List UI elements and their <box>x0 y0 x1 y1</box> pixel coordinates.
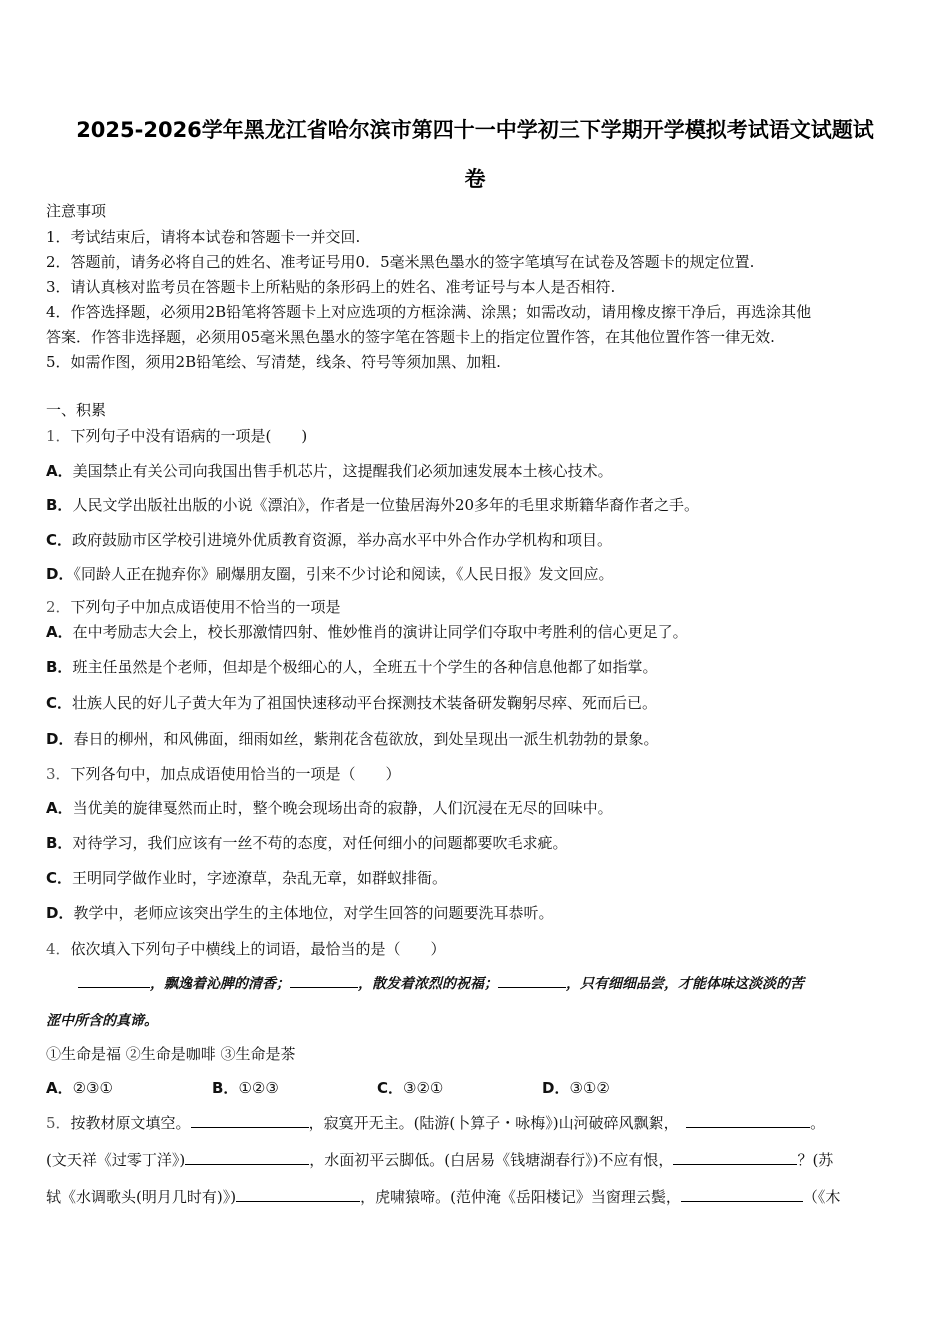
q1-option-d[interactable] <box>46 564 613 584</box>
question-4 <box>46 939 446 959</box>
fill-blank[interactable] <box>681 1187 803 1202</box>
option-text: 教学中，老师应该突出学生的主体地位，对学生回答的问题要洗耳恭听。 <box>73 904 554 922</box>
notice-heading: 注意事项 <box>46 202 107 220</box>
option-label: A． <box>46 623 73 641</box>
q4-choice-a[interactable] <box>46 1078 113 1098</box>
option-label: D． <box>46 730 74 748</box>
question-5: 5．按教材原文填空。 ，寂寞开无主。(陆游(卜算子・咏梅》)山河破碎风飘絮， 。 <box>46 1114 826 1132</box>
q3-option-a[interactable] <box>46 798 613 818</box>
q4-passage-line-2: 涩中所含的真谛。 <box>46 1013 158 1029</box>
fill-blank[interactable] <box>185 1150 309 1165</box>
question-1 <box>46 426 307 446</box>
option-label: D． <box>46 565 74 583</box>
question-stem: 下列句子中没有语病的一项是( ) <box>70 427 308 445</box>
q2-option-a[interactable] <box>46 622 688 642</box>
option-text: 在中考励志大会上，校长那激情四射、惟妙惟肖的演讲让同学们夺取中考胜利的信心更足了。 <box>72 623 688 641</box>
option-text: 人民文学出版社出版的小说《漂泊》，作者是一位蛰居海外20多年的毛里求斯籍华裔作者之手。 <box>72 496 700 514</box>
option-text: 王明同学做作业时，字迹潦草，杂乱无章，如群蚁排衙。 <box>72 869 448 887</box>
question-number: 4． <box>46 940 71 958</box>
question-number: 1． <box>46 427 71 445</box>
question-number: 5． <box>46 1114 71 1132</box>
question-3 <box>46 764 401 784</box>
q2-option-c[interactable] <box>46 693 657 713</box>
q3-option-b[interactable] <box>46 833 567 853</box>
question-stem: 依次填入下列句子中横线上的词语，最恰当的是（ ） <box>70 940 446 958</box>
option-text: 春日的柳州，和风佛面，细雨如丝，紫荆花含苞欲放，到处呈现出一派生机勃勃的景象。 <box>73 730 659 748</box>
fill-blank[interactable] <box>236 1187 360 1202</box>
option-text: ③②① <box>403 1079 444 1097</box>
passage-text: ，散发着浓烈的祝福； <box>358 976 498 992</box>
option-text: 壮族人民的好儿子黄大年为了祖国快速移动平台探测技术装备研发鞠躬尽瘁、死而后已。 <box>72 694 658 712</box>
option-label: D． <box>542 1079 570 1097</box>
question-stem: 按教材原文填空。 <box>70 1114 191 1132</box>
option-label: A． <box>46 799 73 817</box>
option-label: A． <box>46 1079 73 1097</box>
q4-items: ①生命是福 ②生命是咖啡 ③生命是茶 <box>46 1045 296 1063</box>
passage-text: ，只有细细品尝，才能体味这淡淡的苦 <box>566 976 804 992</box>
notice-item: 2．答题前，请务必将自己的姓名、准考证号用0．5毫米黑色墨水的签字笔填写在试卷及答题卡的规定位置. <box>46 253 755 271</box>
option-label: D． <box>46 904 74 922</box>
q1-option-b[interactable] <box>46 495 699 515</box>
q4-choice-c[interactable] <box>377 1078 443 1098</box>
fill-blank[interactable] <box>673 1150 797 1165</box>
q5-line-3: 轼《水调歌头(明月几时有)》) ，虎啸猿啼。(范仲淹《岳阳楼记》当窗理云鬓， （《木 <box>46 1188 841 1206</box>
exam-title-line-2: 卷 <box>464 167 486 191</box>
option-text: 《同龄人正在抛弃你》刷爆朋友圈，引来不少讨论和阅读，《人民日报》发文回应。 <box>73 565 614 583</box>
notice-item: 1．考试结束后，请将本试卷和答题卡一并交回. <box>46 228 361 246</box>
notice-item: 5．如需作图，须用2B铅笔绘、写清楚，线条、符号等须加黑、加粗. <box>46 353 501 371</box>
option-label: C． <box>46 869 73 887</box>
fill-blank[interactable] <box>686 1113 810 1128</box>
fill-blank[interactable] <box>78 973 150 988</box>
q1-option-c[interactable] <box>46 530 612 550</box>
option-text: ①②③ <box>238 1079 279 1097</box>
option-label: B． <box>46 834 73 852</box>
q3-option-c[interactable] <box>46 868 447 888</box>
question-stem: 下列各句中，加点成语使用恰当的一项是（ ） <box>70 765 401 783</box>
option-text: 政府鼓励市区学校引进境外优质教育资源，举办高水平中外合作办学机构和项目。 <box>72 531 613 549</box>
option-label: C． <box>377 1079 404 1097</box>
option-label: B． <box>212 1079 239 1097</box>
option-label: B． <box>46 496 73 514</box>
q4-choice-d[interactable] <box>542 1078 610 1098</box>
fill-blank[interactable] <box>498 973 566 988</box>
passage-text: ，飘逸着沁脾的清香； <box>150 976 290 992</box>
q5-line-2: (文天祥《过零丁洋》) ，水面初平云脚低。(白居易《钱塘湖春行》)不应有恨， ？(苏 <box>46 1151 834 1169</box>
fill-blank[interactable] <box>191 1113 309 1128</box>
q4-choice-b[interactable] <box>212 1078 279 1098</box>
q3-option-d[interactable] <box>46 903 553 923</box>
option-label: C． <box>46 531 73 549</box>
question-2 <box>46 597 341 617</box>
fill-blank[interactable] <box>290 973 358 988</box>
option-text: 对待学习，我们应该有一丝不苟的态度，对任何细小的问题都要吹毛求疵。 <box>72 834 568 852</box>
q2-option-d[interactable] <box>46 729 658 749</box>
exam-title-line-1: 2025-2026学年黑龙江省哈尔滨市第四十一中学初三下学期开学模拟考试语文试题试 <box>76 118 874 142</box>
option-text: 美国禁止有关公司向我国出售手机芯片，这提醒我们必须加速发展本土核心技术。 <box>72 462 613 480</box>
q1-option-a[interactable] <box>46 461 613 481</box>
option-label: C． <box>46 694 73 712</box>
notice-item: 答案．作答非选择题，必须用05毫米黑色墨水的签字笔在答题卡上的指定位置作答，在其他位置作答一律无效. <box>46 328 775 346</box>
question-stem: 下列句子中加点成语使用不恰当的一项是 <box>70 598 341 616</box>
option-label: B． <box>46 658 73 676</box>
q4-passage-line-1 <box>78 973 804 994</box>
option-text: ②③① <box>72 1079 113 1097</box>
question-text: ，寂寞开无主。(陆游(卜算子・咏梅》)山河破碎风飘絮， <box>308 1114 672 1132</box>
notice-item: 3．请认真核对监考员在答题卡上所粘贴的条形码上的姓名、准考证号与本人是否相符. <box>46 278 616 296</box>
question-number: 2． <box>46 598 71 616</box>
q2-option-b[interactable] <box>46 657 657 677</box>
question-number: 3． <box>46 765 71 783</box>
section-heading: 一、积累 <box>46 401 107 419</box>
notice-item: 4．作答选择题，必须用2B铅笔将答题卡上对应选项的方框涂满、涂黑；如需改动，请用橡皮擦干净后，再选涂其他 <box>46 303 812 321</box>
option-text: 当优美的旋律戛然而止时，整个晚会现场出奇的寂静，人们沉浸在无尽的回味中。 <box>72 799 613 817</box>
option-text: ③①② <box>569 1079 610 1097</box>
option-text: 班主任虽然是个老师，但却是个极细心的人，全班五十个学生的各种信息他都了如指掌。 <box>72 658 658 676</box>
option-label: A． <box>46 462 73 480</box>
